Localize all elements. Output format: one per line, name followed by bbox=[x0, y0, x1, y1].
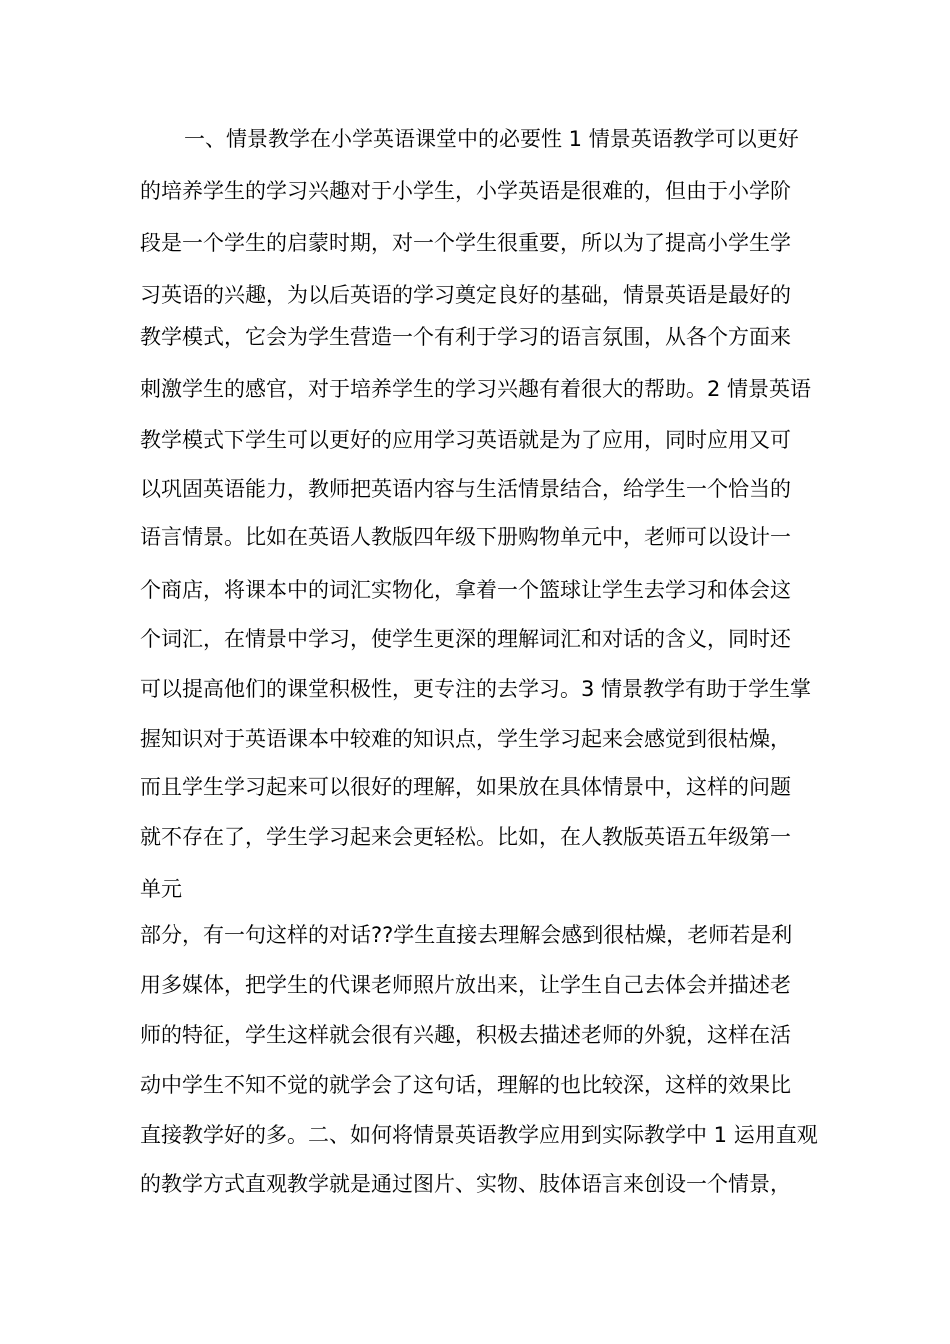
text-line-4: 习英语的兴趣，为以后英语的学习奠定良好的基础，情景英语是最好的 bbox=[140, 283, 791, 307]
text-line-21: 直接教学好的多。二、如何将情景英语教学应用到实际教学中 1 运用直观 bbox=[140, 1123, 818, 1147]
text-line-12: 可以提高他们的课堂积极性，更专注的去学习。3 情景教学有助于学生掌 bbox=[140, 677, 812, 701]
text-line-16: 单元 bbox=[140, 877, 182, 901]
text-line-10: 个商店，将课本中的词汇实物化，拿着一个篮球让学生去学习和体会这 bbox=[140, 578, 791, 602]
text-line-1: 一、情景教学在小学英语课堂中的必要性 1 情景英语教学可以更好 bbox=[184, 127, 799, 151]
text-line-11: 个词汇，在情景中学习，使学生更深的理解词汇和对话的含义，同时还 bbox=[140, 627, 791, 651]
text-line-19: 师的特征，学生这样就会很有兴趣，积极去描述老师的外貌，这样在活 bbox=[140, 1023, 791, 1047]
text-line-9: 语言情景。比如在英语人教版四年级下册购物单元中，老师可以设计一 bbox=[140, 525, 791, 549]
text-line-22: 的教学方式直观教学就是通过图片、实物、肢体语言来创设一个情景， bbox=[140, 1172, 791, 1196]
text-line-5: 教学模式，它会为学生营造一个有利于学习的语言氛围，从各个方面来 bbox=[140, 325, 791, 349]
text-line-8: 以巩固英语能力，教师把英语内容与生活情景结合，给学生一个恰当的 bbox=[140, 477, 791, 501]
text-line-7: 教学模式下学生可以更好的应用学习英语就是为了应用，同时应用又可 bbox=[140, 428, 791, 452]
text-line-17: 部分，有一句这样的对话??学生直接去理解会感到很枯燥，老师若是利 bbox=[140, 923, 793, 947]
text-line-2: 的培养学生的学习兴趣对于小学生，小学英语是很难的，但由于小学阶 bbox=[140, 179, 791, 203]
text-line-20: 动中学生不知不觉的就学会了这句话，理解的也比较深，这样的效果比 bbox=[140, 1073, 791, 1097]
text-line-18: 用多媒体，把学生的代课老师照片放出来，让学生自己去体会并描述老 bbox=[140, 973, 791, 997]
text-line-14: 而且学生学习起来可以很好的理解，如果放在具体情景中，这样的问题 bbox=[140, 775, 791, 799]
text-line-3: 段是一个学生的启蒙时期，对一个学生很重要，所以为了提高小学生学 bbox=[140, 231, 791, 255]
text-line-13: 握知识对于英语课本中较难的知识点，学生学习起来会感觉到很枯燥， bbox=[140, 727, 791, 751]
text-line-6: 刺激学生的感官，对于培养学生的学习兴趣有着很大的帮助。2 情景英语 bbox=[140, 377, 812, 401]
text-line-15: 就不存在了，学生学习起来会更轻松。比如，在人教版英语五年级第一 bbox=[140, 825, 791, 849]
